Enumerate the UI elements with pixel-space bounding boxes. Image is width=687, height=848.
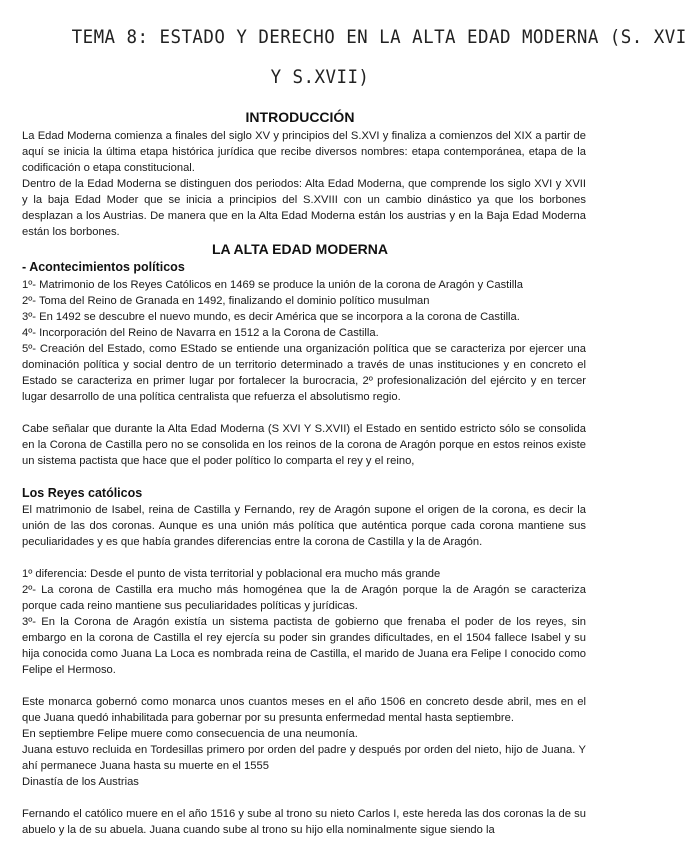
reyes-paragraph-4: Juana estuvo recluida en Tordesillas primero por orden del padre y después por orden del nieto, hijo de Juana. Y ahí permanece Juana hasta su muerte en el 1555	[22, 744, 586, 772]
event-item: 5º- Creación del Estado, como EStado se entiende una organización política que se caracteriza por ejercer una dominación política y social dentro de un territorio determinado a través de unas instituciones y en concreto el Estado se caracteriza en primer lugar por fortalecer la burocracia, 2º profesionalización del ejército y en tercer lugar desarrollo de una política centralista que refuerza el absolutismo regio.	[22, 343, 586, 403]
reyes-difference-3: 3º- En la Corona de Aragón existía un sistema pactista de gobierno que frenaba el poder de los reyes, sin embargo en la corona de Castilla el rey ejercía su poder sin grandes dificultades, en el 1504 fallece Isabel y su hija conocida como Juana La Loca es nombrada reina de Castilla, el marido de Juana era Felipe I conocido como Felipe el Hermoso.	[22, 616, 586, 676]
subsection-title: Acontecimientos políticos	[29, 260, 185, 274]
document-title-line-1: TEMA 8: ESTADO Y DERECHO EN LA ALTA EDAD MODERNA (S. XVI	[71, 26, 687, 48]
section-heading-alta-edad: LA ALTA EDAD MODERNA	[211, 241, 389, 257]
reyes-difference-1: 1º diferencia: Desde el punto de vista territorial y poblacional era mucho más grande	[22, 568, 441, 580]
reyes-paragraph-2: Este monarca gobernó como monarca unos cuantos meses en el año 1506 en concreto desde abril, mes en el que Juana quedó inhabilitada para gobernar por su presunta enfermedad mental hasta septiembre.	[22, 696, 586, 724]
document-title-line-2: Y S.XVII)	[270, 66, 370, 88]
reyes-paragraph-3: En septiembre Felipe muere como consecuencia de una neumonía.	[22, 728, 358, 740]
subsection-prefix: -	[22, 260, 27, 274]
intro-paragraph-1: La Edad Moderna comienza a finales del siglo XV y principios del S.XVI y finaliza a comienzos del XIX a partir de aquí se inicia la última etapa histórica jurídica que recibe diversos nombres: etapa contemporánea, etapa de la codificación o etapa constitucional.	[22, 130, 586, 174]
reyes-paragraph-1: El matrimonio de Isabel, reina de Castilla y Fernando, rey de Aragón supone el origen de la corona, es decir la unión de las dos coronas. Aunque es una unión más política que auténtica porque cada corona mantiene sus peculiaridades y es que había grandes diferencias entre la corona de Castilla y la de Aragón.	[22, 504, 586, 548]
event-item: 2º- Toma del Reino de Granada en 1492, finalizando el dominio político musulman	[22, 295, 430, 307]
section-heading-introduccion: INTRODUCCIÓN	[245, 109, 355, 125]
reyes-paragraph-6: Fernando el católico muere en el año 1516 y sube al trono su nieto Carlos I, este hereda las dos coronas la de su abuelo y la de su abuela. Juana cuando sube al trono su hijo ella nominalmente sigue siendo la	[22, 808, 586, 836]
reyes-paragraph-5: Dinastía de los Austrias	[22, 776, 139, 788]
subsection-heading-acontecimientos	[22, 260, 185, 274]
event-item: 4º- Incorporación del Reino de Navarra en 1512 a la Corona de Castilla.	[22, 327, 379, 339]
alta-edad-paragraph-cabe: Cabe señalar que durante la Alta Edad Moderna (S XVI Y S.XVII) el Estado en sentido estricto sólo se consolida en la Corona de Castilla pero no se consolida en los reinos de la corona de Aragón porque en estos reinos existe un sistema pactista que hace que el poder político lo comparta el rey y el reino,	[22, 423, 586, 467]
event-item: 1º- Matrimonio de los Reyes Católicos en 1469 se produce la unión de la corona de Aragón y Castilla	[22, 279, 523, 291]
subsection-heading-reyes: Los Reyes católicos	[22, 486, 143, 500]
reyes-difference-2: 2º- La corona de Castilla era mucho más homogénea que la de Aragón porque la de Aragón se caracteriza porque cada reino mantiene sus peculiaridades políticas y jurídicas.	[22, 584, 586, 612]
event-item: 3º- En 1492 se descubre el nuevo mundo, es decir América que se incorpora a la corona de Castilla.	[22, 311, 520, 323]
intro-paragraph-2: Dentro de la Edad Moderna se distinguen dos periodos: Alta Edad Moderna, que comprende los siglo XVI y XVII y la baja Edad Moder que se inicia a principios del S.XVIII con un cambio dinástico ya que los borbones desplazan a los Austrias. De manera que en la Alta Edad Moderna están los austrias y en la Baja Edad Moderna están los borbones.	[22, 178, 586, 238]
